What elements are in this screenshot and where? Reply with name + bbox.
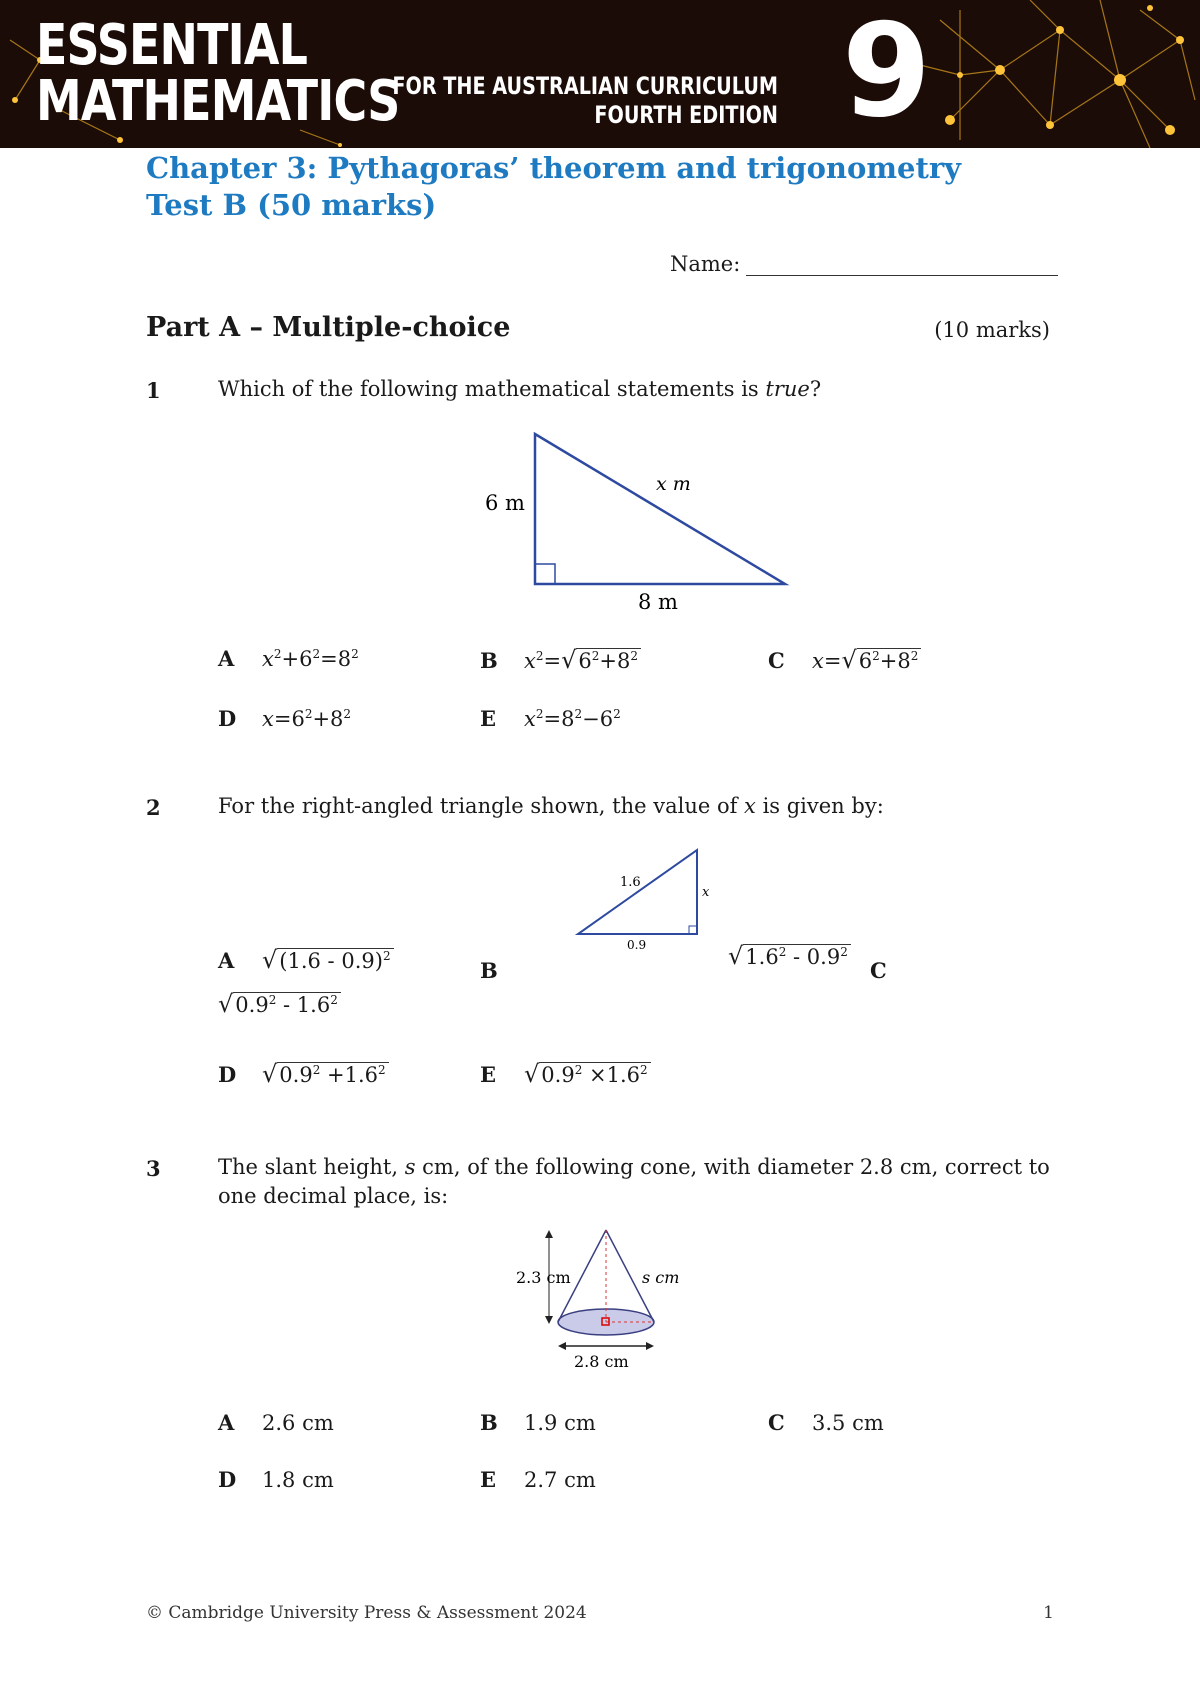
- option-value: 2.6 cm: [262, 1411, 334, 1435]
- q2-a-expression: (1.6 - 0.9): [279, 949, 383, 973]
- q1-right-angle-mark: [535, 564, 555, 584]
- series-subtitle: [392, 72, 778, 130]
- diameter-arrow-right: [646, 1342, 654, 1350]
- q1-option-a[interactable]: A $x^2+6^2=8^2$: [218, 646, 359, 671]
- q3-text-emphasis: s: [404, 1155, 416, 1179]
- q1-option-c[interactable]: C $x=√6^2+8^2$: [768, 646, 921, 674]
- height-arrow-top: [545, 1230, 553, 1238]
- q1-text-start: Which of the following mathematical statements is: [218, 377, 766, 401]
- q2-option-d[interactable]: D $√0.9^2 +1.6^2$: [218, 1060, 389, 1088]
- q1-option-d[interactable]: D $x=6^2+8^2$: [218, 706, 352, 731]
- brand-line-1: ESSENTIAL: [36, 13, 308, 78]
- option-letter: E: [480, 1467, 497, 1492]
- name-field[interactable]: [670, 252, 1058, 276]
- option-letter: B: [480, 648, 498, 673]
- q2-triangle-diagram: [572, 842, 722, 952]
- q1-triangle: [535, 434, 785, 584]
- q1-label-base: 8 m: [638, 590, 678, 614]
- option-letter: D: [218, 706, 237, 731]
- option-letter: B: [480, 958, 498, 983]
- subtitle-line-1: FOR THE AUSTRALIAN CURRICULUM: [392, 72, 778, 100]
- question-3-text: [218, 1153, 1060, 1211]
- part-marks: (10 marks): [934, 318, 1050, 342]
- brand-title: [36, 13, 400, 134]
- q1-label-vertical: 6 m: [485, 491, 525, 515]
- option-letter: E: [480, 706, 497, 731]
- option-letter: C: [768, 648, 785, 673]
- q3-text-end: cm, of the following cone, with diameter 2.8 cm, correct to one decimal place, is:: [218, 1155, 1050, 1208]
- q2-option-b[interactable]: $√1.6^2 - 0.9^2$: [728, 942, 851, 970]
- option-letter: A: [218, 646, 235, 671]
- option-value: 2.7 cm: [524, 1468, 596, 1492]
- question-1-text: [218, 375, 1060, 404]
- q3-option-d[interactable]: [218, 1467, 334, 1492]
- diameter-arrow-left: [558, 1342, 566, 1350]
- q3-text-start: The slant height,: [218, 1155, 405, 1179]
- option-letter: E: [480, 1062, 497, 1087]
- height-arrow-bottom: [545, 1316, 553, 1324]
- option-letter: D: [218, 1467, 237, 1492]
- option-value: 1.8 cm: [262, 1468, 334, 1492]
- q3-label-slant: s cm: [642, 1268, 680, 1287]
- page-title: [146, 150, 961, 224]
- option-letter: C: [870, 958, 887, 983]
- q2-label-hypotenuse: 1.6: [620, 875, 641, 890]
- option-letter: A: [218, 948, 235, 973]
- name-label: Name:: [670, 252, 741, 276]
- copyright-footer: © Cambridge University Press & Assessment 2024: [146, 1603, 587, 1623]
- q2-option-c[interactable]: $√0.9^2 - 1.6^2$: [218, 990, 341, 1018]
- option-letter: D: [218, 1062, 237, 1087]
- header-banner: [0, 0, 1200, 148]
- option-value: 3.5 cm: [812, 1411, 884, 1435]
- option-letter: A: [218, 1410, 235, 1435]
- question-2-text: [218, 792, 1060, 821]
- q1-label-hypotenuse: x m: [656, 473, 691, 495]
- q1-triangle-diagram: [470, 420, 800, 620]
- chapter-title: Chapter 3: Pythagoras’ theorem and trigonometry: [146, 151, 962, 185]
- option-letter: C: [768, 1410, 785, 1435]
- q2-option-e[interactable]: E $√0.9^2 \times 1.6^2$: [480, 1060, 651, 1088]
- q1-text-end: ?: [809, 377, 822, 401]
- option-value: 1.9 cm: [524, 1411, 596, 1435]
- q1-text-emphasis: true: [765, 377, 810, 401]
- subtitle-line-2: FOURTH EDITION: [594, 101, 778, 129]
- part-heading: Part A – Multiple-choice: [146, 312, 511, 343]
- q3-option-a[interactable]: [218, 1410, 334, 1435]
- q2-option-b-letter[interactable]: [480, 958, 524, 983]
- q3-cone-diagram: [510, 1222, 700, 1372]
- q2-text-emphasis: x: [744, 794, 756, 818]
- q3-option-e[interactable]: [480, 1467, 596, 1492]
- q1-option-b[interactable]: B $x^2=√6^2+8^2$: [480, 646, 641, 674]
- question-2-number: 2: [146, 795, 161, 820]
- q3-label-height: 2.3 cm: [516, 1268, 571, 1287]
- q3-option-c[interactable]: [768, 1410, 884, 1435]
- name-blank-line[interactable]: [746, 255, 1058, 276]
- grade-number: 9: [842, 0, 932, 146]
- q2-text-end: is given by:: [755, 794, 884, 818]
- page-number: 1: [1043, 1603, 1054, 1623]
- q2-triangle: [578, 850, 697, 934]
- q2-option-a[interactable]: A √(1.6 - 0.9)$^2$: [218, 946, 394, 974]
- question-1-number: 1: [146, 378, 161, 403]
- q1-option-e[interactable]: E $x^2=8^2-6^2$: [480, 706, 621, 731]
- test-title: Test B (50 marks): [146, 188, 437, 222]
- option-letter: B: [480, 1410, 498, 1435]
- q3-option-b[interactable]: [480, 1410, 596, 1435]
- question-3-number: 3: [146, 1156, 161, 1181]
- q2-option-c-letter[interactable]: [870, 958, 914, 983]
- q2-label-vertical: x: [702, 885, 710, 900]
- q3-label-diameter: 2.8 cm: [574, 1352, 629, 1371]
- q2-label-base: 0.9: [627, 938, 647, 952]
- brand-line-2: MATHEMATICS: [36, 69, 400, 134]
- q2-text-start: For the right-angled triangle shown, the value of: [218, 794, 745, 818]
- q2-right-angle-mark: [689, 926, 697, 934]
